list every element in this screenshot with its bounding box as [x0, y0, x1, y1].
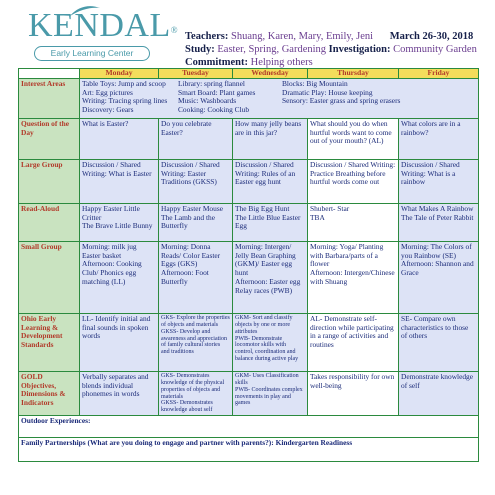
- plan-cell: What should you do when hurtful words want to come out of your mouth? (AL): [308, 118, 399, 159]
- row-label: Read-Aloud: [19, 203, 80, 241]
- row-label: Interest Areas: [19, 78, 80, 118]
- plan-cell: Morning: Intergen/ Jelly Bean Graphing (GKM)/ Easter egg hunt Afternoon: Easter egg Relay races (PWB): [233, 241, 308, 313]
- plan-cell: Morning: Yoga/ Planting with Barbara/parts of a flower Afternoon: Intergen/Chinese with Shuang: [308, 241, 399, 313]
- plan-cell: Discussion / Shared Writing: What is a rainbow: [399, 159, 479, 203]
- plan-cell: GKS- Demonstrates knowledge of the physical properties of objects and materials GKSS- Demonstrates knowledge about self: [159, 371, 233, 415]
- plan-cell: Demonstrate knowledge of self: [399, 371, 479, 415]
- plan-cell: Verbally separates and blends individual phonemes in words: [80, 371, 159, 415]
- logo-subtitle: Early Learning Center: [34, 46, 150, 61]
- small-group-row: [19, 241, 479, 313]
- outdoor-row: [19, 416, 479, 438]
- plan-cell: LL- Identify initial and final sounds in spoken words: [80, 313, 159, 371]
- plan-cell: What is Easter?: [80, 118, 159, 159]
- kendal-logo: [28, 7, 179, 62]
- row-label: Small Group: [19, 241, 80, 313]
- plan-cell: Morning: milk jug Easter basket Afternoon: Cooking Club/ Phonics egg matching (LL): [80, 241, 159, 313]
- plan-cell: Morning: The Colors of you Rainbow (SE) Afternoon: Shannon and Grace: [399, 241, 479, 313]
- plan-cell: What Makes A Rainbow The Tale of Peter Rabbit: [399, 203, 479, 241]
- page-header: [0, 0, 495, 68]
- interest-areas-row: [19, 78, 479, 118]
- row-label: Question of the Day: [19, 118, 80, 159]
- plan-cell: GKS- Explore the properties of objects and materials GKSS- Develop and awareness and appreciation of family cultural stories and traditions: [159, 313, 233, 371]
- interest-col-2: Library: spring flannel Smart Board: Plant games Music: Washboards Cooking: Cooking Club: [178, 78, 256, 115]
- header-info: [185, 30, 490, 69]
- day-header: Monday: [80, 69, 159, 79]
- plan-cell: How many jelly beans are in this jar?: [233, 118, 308, 159]
- family-partnerships: Family Partnerships (What are you doing to engage and partner with parents?): Kindergarten Readiness: [19, 438, 479, 462]
- plan-cell: What colors are in a rainbow?: [399, 118, 479, 159]
- study-line: Study: Easter, Spring, Gardening Investigation: Community Garden: [185, 44, 477, 55]
- row-label: Large Group: [19, 159, 80, 203]
- day-header: Tuesday: [159, 69, 233, 79]
- interest-col-3: Blocks: Big Mountain Dramatic Play: House keeping Sensory: Easter grass and spring erasers: [282, 78, 401, 106]
- commitment-line: Commitment: Helping others: [185, 57, 313, 68]
- plan-cell: Discussion / Shared Writing: Practice Breathing before hurtful words come out: [308, 159, 399, 203]
- day-header: Thursday: [308, 69, 399, 79]
- gold-objectives-row: [19, 371, 479, 415]
- plan-cell: Happy Easter Mouse The Lamb and the Butterfly: [159, 203, 233, 241]
- plan-cell: Happy Easter Little Critter The Brave Little Bunny: [80, 203, 159, 241]
- plan-cell: Do you celebrate Easter?: [159, 118, 233, 159]
- large-group-row: [19, 159, 479, 203]
- logo-wordmark: KENDAL®: [28, 7, 179, 44]
- read-aloud-row: [19, 203, 479, 241]
- row-label: GOLD Objectives, Dimensions & Indicators: [19, 371, 80, 415]
- commitment-value: Helping others: [250, 57, 313, 68]
- day-header: Friday: [399, 69, 479, 79]
- outdoor-experiences: Outdoor Experiences:: [19, 416, 479, 438]
- corner-cell: [19, 69, 80, 79]
- question-row: [19, 118, 479, 159]
- day-header-row: [19, 69, 479, 79]
- plan-cell: Discussion / Shared Writing: What is Easter: [80, 159, 159, 203]
- study-value: Easter, Spring, Gardening: [217, 44, 327, 55]
- family-row: [19, 438, 479, 462]
- standards-row: [19, 313, 479, 371]
- investigation-value: Community Garden: [393, 44, 477, 55]
- day-header: Wednesday: [233, 69, 308, 79]
- interest-areas-cell: [80, 78, 479, 118]
- plan-cell: GKM- Uses Classification skills PWB- Coordinates complex movements in play and games: [233, 371, 308, 415]
- plan-cell: Discussion / Shared Writing: Easter Traditions (GKSS): [159, 159, 233, 203]
- plan-cell: Discussion / Shared Writing: Rules of an Easter egg hunt: [233, 159, 308, 203]
- teachers-line: Teachers: Shuang, Karen, Mary, Emily, Jeni March 26-30, 2018: [185, 31, 474, 42]
- interest-col-1: Table Toys: Jump and scoop Art: Egg pictures Writing: Tracing spring lines Discovery: Gears: [82, 78, 168, 115]
- lesson-plan-table: [18, 68, 479, 462]
- plan-cell: Morning: Donna Reads/ Color Easter Eggs (GKS) Afternoon: Foot Butterfly: [159, 241, 233, 313]
- plan-cell: AL- Demonstrate self-direction while participating in a range of activities and routines: [308, 313, 399, 371]
- teachers-value: Shuang, Karen, Mary, Emily, Jeni: [230, 31, 374, 42]
- plan-cell: GKM- Sort and classify objects by one or more attributes PWB- Demonstrate locomotor skills with control, coordination and balance during active play: [233, 313, 308, 371]
- plan-cell: Shubert- Star TBA: [308, 203, 399, 241]
- plan-cell: The Big Egg Hunt The Little Blue Easter Egg: [233, 203, 308, 241]
- plan-cell: SE- Compare own characteristics to those of others: [399, 313, 479, 371]
- row-label: Ohio Early Learning & Development Standards: [19, 313, 80, 371]
- plan-cell: Takes responsibility for own well-being: [308, 371, 399, 415]
- week-date: March 26-30, 2018: [389, 31, 474, 42]
